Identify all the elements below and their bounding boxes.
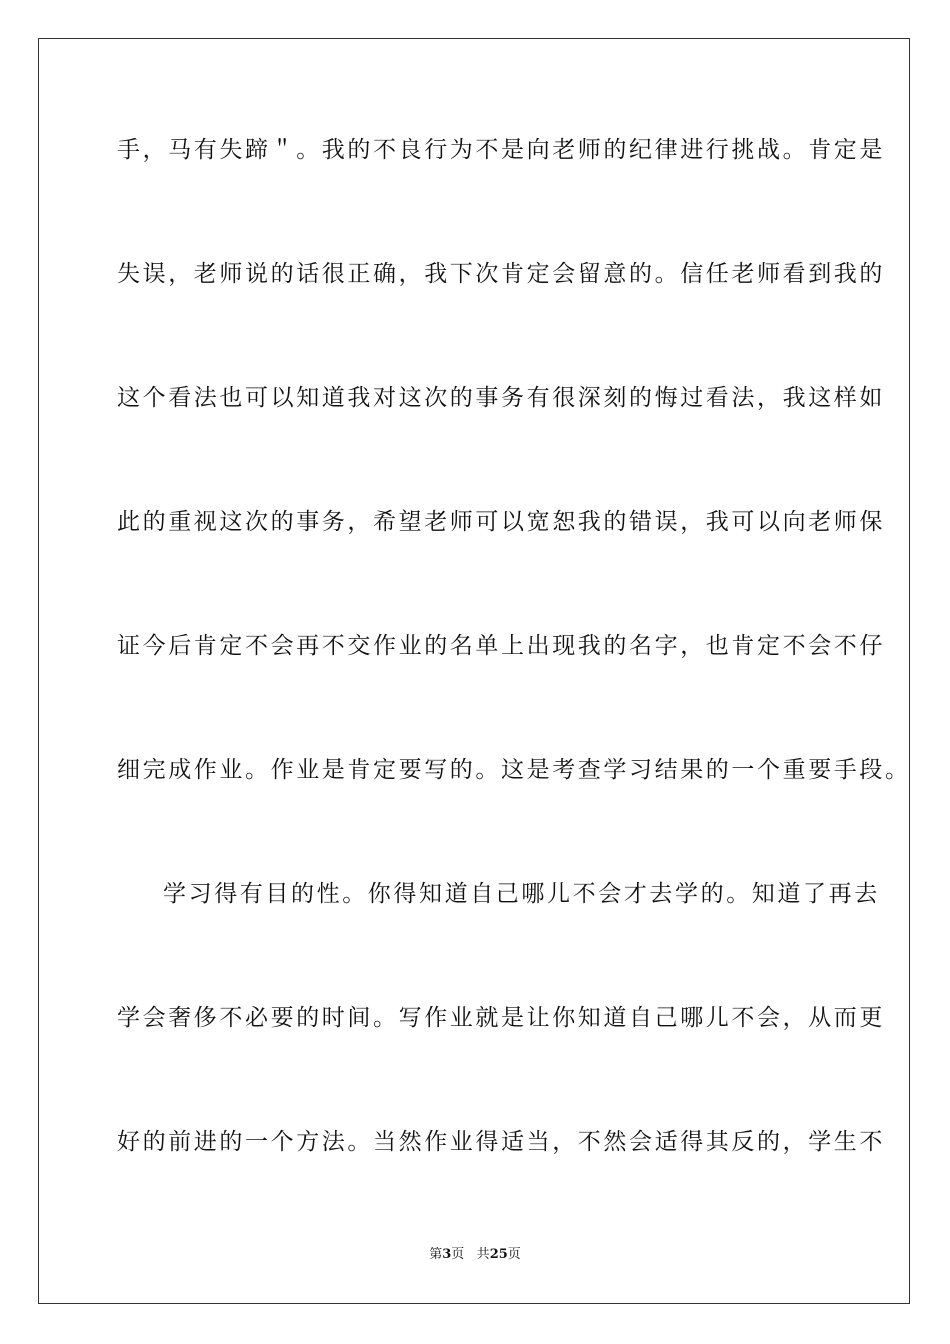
text-line: 失误，老师说的话很正确，我下次肯定会留意的。信任老师看到我的	[117, 261, 885, 287]
total-pages: 25	[489, 1247, 508, 1262]
page-footer	[0, 1247, 950, 1263]
page-prefix: 第	[429, 1247, 443, 1262]
paragraph-first-line: 学习得有目的性。你得知道自己哪儿不会才去学的。知道了再去	[163, 881, 880, 907]
text-line: 细完成作业。作业是肯定要写的。这是考查学习结果的一个重要手段。	[117, 757, 911, 783]
page-suffix: 页	[451, 1247, 465, 1262]
text-line: 学会奢侈不必要的时间。写作业就是让你知道自己哪儿不会，从而更	[117, 1005, 885, 1031]
total-suffix: 页	[507, 1247, 521, 1262]
page-number: 3	[442, 1247, 452, 1262]
text-line: 好的前进的一个方法。当然作业得适当，不然会适得其反的，学生不	[117, 1129, 885, 1155]
text-line: 此的重视这次的事务，希望老师可以宽恕我的错误，我可以向老师保	[117, 509, 885, 535]
total-prefix: 共	[476, 1247, 490, 1262]
text-line: 手，马有失蹄＂。我的不良行为不是向老师的纪律进行挑战。肯定是	[117, 137, 885, 163]
text-line: 证今后肯定不会再不交作业的名单上出现我的名字，也肯定不会不仔	[117, 633, 885, 659]
text-line: 这个看法也可以知道我对这次的事务有很深刻的悔过看法，我这样如	[117, 385, 885, 411]
page-border	[38, 38, 910, 1304]
